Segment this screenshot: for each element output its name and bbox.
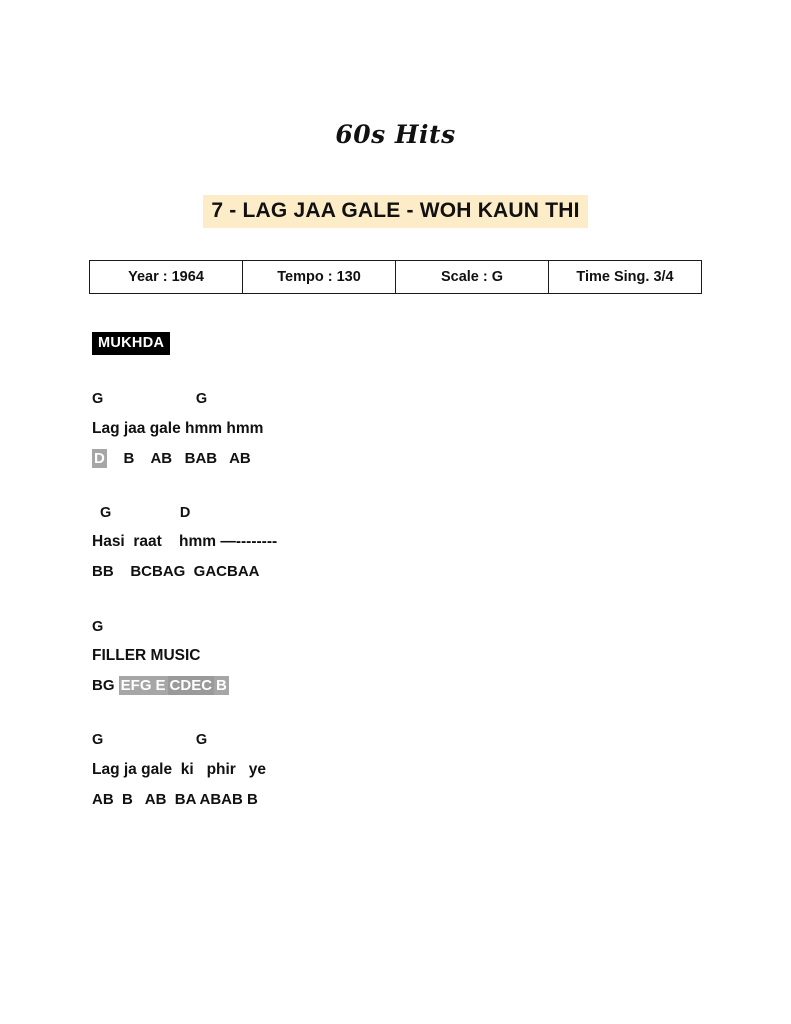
song-heading-container <box>0 195 791 228</box>
song-block-3 <box>92 613 791 701</box>
info-cell-tempo: Tempo : 130 <box>243 261 396 294</box>
song-block-4 <box>92 726 791 814</box>
table-row <box>90 261 702 294</box>
document-title: 60s Hits <box>335 120 456 149</box>
lyric-line: FILLER MUSIC <box>92 646 201 664</box>
song-info-table-container <box>89 260 702 294</box>
chord-line: G <box>92 618 104 635</box>
info-cell-year: Year : 1964 <box>90 261 243 294</box>
section-tag-mukhda: MUKHDA <box>92 332 170 355</box>
song-block-2 <box>92 499 791 587</box>
lyric-line: Lag jaa gale hmm hmm <box>92 419 264 437</box>
note-highlight: B <box>216 677 227 695</box>
song-block-1 <box>92 385 791 473</box>
note-line: BB BCBAG GACBAA <box>92 563 260 581</box>
info-cell-time-signature: Time Sing. 3/4 <box>549 261 702 294</box>
lyric-line: Lag ja gale ki phir ye <box>92 760 267 778</box>
note-text: BG <box>92 677 119 695</box>
song-heading: 7 - LAG JAA GALE - WOH KAUN THI <box>203 195 587 228</box>
note-text: B AB BAB AB <box>106 449 251 467</box>
note-line <box>92 671 791 700</box>
note-highlight-gap: E <box>155 677 166 695</box>
note-highlight: D <box>94 449 105 467</box>
note-line: AB B AB BA ABAB B <box>92 790 258 808</box>
note-highlight: CDEC <box>169 677 213 695</box>
song-body <box>92 332 791 814</box>
note-line <box>92 444 791 473</box>
chord-line: G D <box>92 504 191 521</box>
lyric-line: Hasi raat hmm —-------- <box>92 533 278 551</box>
chord-line: G G <box>92 732 208 749</box>
song-info-table <box>89 260 702 294</box>
note-highlight: EFG <box>120 677 152 695</box>
info-cell-scale: Scale : G <box>396 261 549 294</box>
chord-line: G G <box>92 391 208 408</box>
section-tag-container <box>92 332 791 355</box>
